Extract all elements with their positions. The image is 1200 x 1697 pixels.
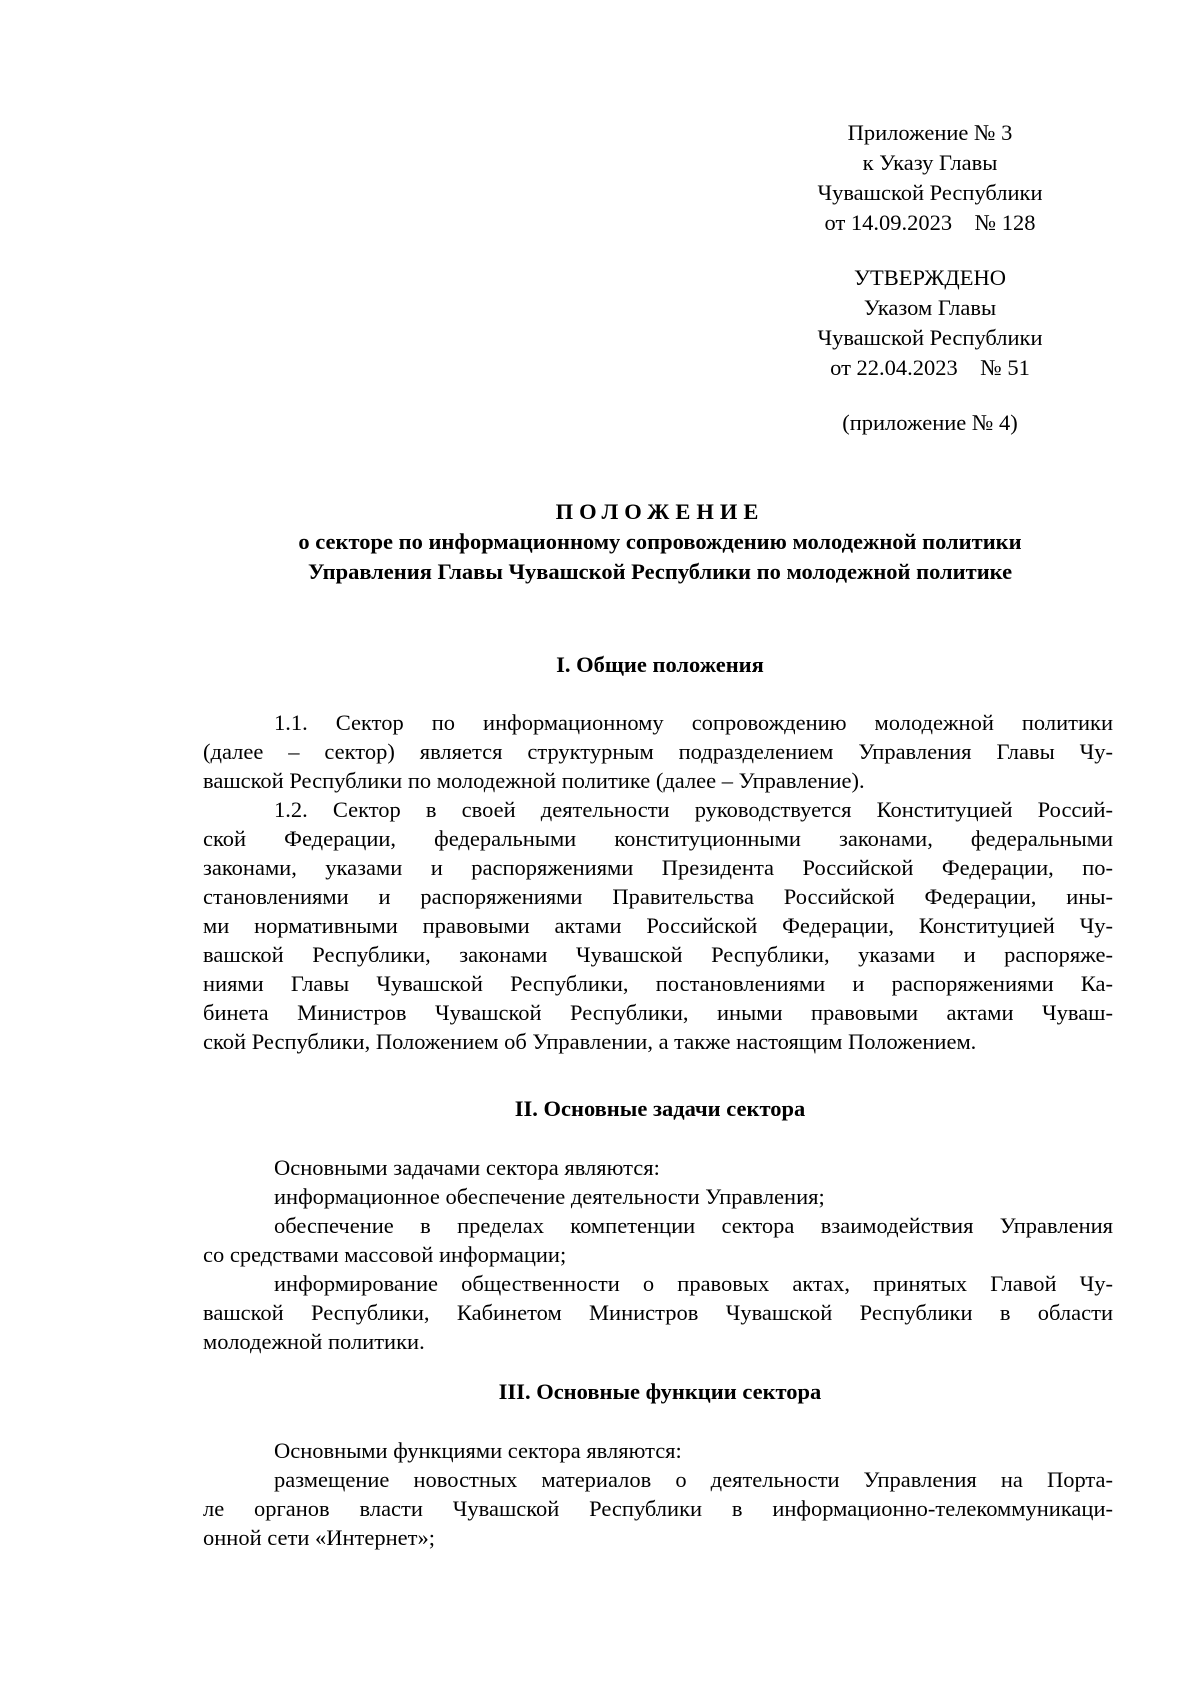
appendix-reference bbox=[760, 118, 1100, 238]
paragraph-line: онной сети «Интернет»; bbox=[203, 1525, 435, 1550]
section-title-functions: III. Основные функции сектора bbox=[498, 1379, 822, 1404]
appendix-note bbox=[760, 408, 1100, 438]
paragraph-line: вашской Республики по молодежной политике (далее – Управление). bbox=[203, 768, 865, 793]
appendix-line: к Указу Главы bbox=[862, 150, 998, 175]
approval-line: от 22.04.2023 № 51 bbox=[830, 355, 1030, 380]
document-heading: ПОЛОЖЕНИЕ bbox=[555, 499, 765, 524]
document-title bbox=[200, 497, 1120, 587]
paragraph-line: 1.2. Сектор в своей деятельности руководствуется Конституцией Россий- bbox=[274, 797, 1113, 822]
paragraph-line: вашской Республики, Кабинетом Министров Чувашской Республики в области bbox=[203, 1300, 1113, 1325]
appendix-line: от 14.09.2023 № 128 bbox=[824, 210, 1036, 235]
paragraph-line: размещение новостных материалов о деятельности Управления на Порта- bbox=[274, 1467, 1113, 1492]
paragraph-line: информационное обеспечение деятельности Управления; bbox=[274, 1184, 825, 1209]
document-subtitle-line: о секторе по информационному сопровождению молодежной политики bbox=[298, 529, 1022, 554]
approval-line: Чувашской Республики bbox=[817, 325, 1043, 350]
paragraph-line: ской Республики, Положением об Управлении, а также настоящим Положением. bbox=[203, 1029, 977, 1054]
appendix-line: Чувашской Республики bbox=[817, 180, 1043, 205]
approval-stamp bbox=[760, 263, 1100, 383]
paragraph-line: Основными задачами сектора являются: bbox=[274, 1155, 660, 1180]
paragraph-line: ми нормативными правовыми актами Российской Федерации, Конституцией Чу- bbox=[203, 913, 1113, 938]
section-title-general: I. Общие положения bbox=[556, 652, 764, 677]
approval-line: УТВЕРЖДЕНО bbox=[854, 265, 1006, 290]
approval-line: Указом Главы bbox=[863, 295, 997, 320]
paragraph-line: становлениями и распоряжениями Правительства Российской Федерации, ины- bbox=[203, 884, 1113, 909]
paragraph-line: бинета Министров Чувашской Республики, иными правовыми актами Чуваш- bbox=[203, 1000, 1113, 1025]
paragraph-line: 1.1. Сектор по информационному сопровождению молодежной политики bbox=[274, 710, 1113, 735]
section-body-functions bbox=[203, 1436, 1113, 1552]
paragraph-line: ле органов власти Чувашской Республики в информационно-телекоммуникаци- bbox=[203, 1496, 1113, 1521]
paragraph-line: обеспечение в пределах компетенции сектора взаимодействия Управления bbox=[274, 1213, 1113, 1238]
paragraph-line: информирование общественности о правовых актах, принятых Главой Чу- bbox=[274, 1271, 1113, 1296]
paragraph-line: со средствами массовой информации; bbox=[203, 1242, 567, 1267]
section-body-general bbox=[203, 708, 1113, 1056]
section-title-tasks: II. Основные задачи сектора bbox=[514, 1096, 806, 1121]
paragraph-line: вашской Республики, законами Чувашской Республики, указами и распоряже- bbox=[203, 942, 1113, 967]
paragraph-line: Основными функциями сектора являются: bbox=[274, 1438, 682, 1463]
paragraph-line: законами, указами и распоряжениями Президента Российской Федерации, по- bbox=[203, 855, 1113, 880]
appendix-line: Приложение № 3 bbox=[847, 120, 1013, 145]
paragraph-line: ской Федерации, федеральными конституционными законами, федеральными bbox=[203, 826, 1113, 851]
document-subtitle-line: Управления Главы Чувашской Республики по молодежной политике bbox=[307, 559, 1013, 584]
section-body-tasks bbox=[203, 1153, 1113, 1356]
paragraph-line: (далее – сектор) является структурным подразделением Управления Главы Чу- bbox=[203, 739, 1113, 764]
appendix-note-text: (приложение № 4) bbox=[842, 410, 1018, 435]
paragraph-line: молодежной политики. bbox=[203, 1329, 425, 1354]
paragraph-line: ниями Главы Чувашской Республики, постановлениями и распоряжениями Ка- bbox=[203, 971, 1113, 996]
